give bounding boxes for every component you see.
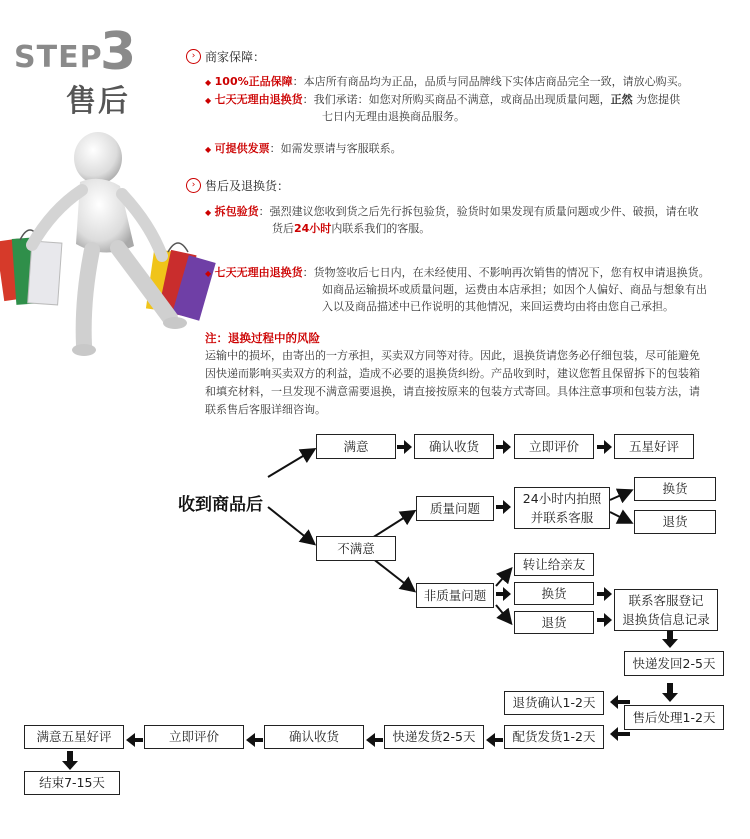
- flow-satisfied: 满意: [316, 434, 396, 459]
- returns-text: 货后: [272, 222, 294, 235]
- diamond-bullet-icon: ◆: [205, 145, 212, 154]
- flow-ship-back: 快递发回2-5天: [624, 651, 724, 676]
- returns-text-continued: 如商品运输损坏或质量问题，运费由本店承担；如因个人偏好、商品与想象有出: [322, 283, 707, 296]
- returns-label: 拆包验货: [214, 205, 259, 218]
- flow-start-label: 收到商品后: [178, 495, 263, 515]
- chevron-circle-icon: ›: [186, 49, 201, 64]
- flow-photo-line: 并联系客服: [530, 510, 594, 525]
- flow-refund-confirm: 退货确认1-2天: [504, 691, 604, 715]
- flow-review: 立即评价: [514, 434, 594, 459]
- returns-text: ：货物签收后七日内，在未经使用、不影响再次销售的情况下，您有权申请退换货。: [302, 266, 710, 279]
- flow-register: [614, 589, 718, 631]
- flow-non-quality-issue: 非质量问题: [416, 583, 494, 608]
- returns-text: 内联系我们的客服。: [331, 222, 431, 235]
- guarantee-item: [205, 73, 745, 92]
- guarantee-text: ：我们承诺：如您对所购买商品不满意，或商品出现质量问题，: [302, 93, 611, 106]
- risk-note-line: 因快递而影响买卖双方的利益，造成不必要的退换货纠纷。产品收到时，建议您暂且保留拆下的包装箱: [205, 367, 700, 380]
- flow-quality-issue: 质量问题: [416, 496, 494, 521]
- guarantee-item: [205, 140, 402, 159]
- returns-label: 七天无理由退换货: [214, 266, 303, 279]
- guarantee-text: ：如需发票请与客服联系。: [269, 142, 402, 155]
- flow-ship-out: 快递发货2-5天: [384, 725, 484, 749]
- guarantee-text-bold: 正然: [610, 93, 633, 106]
- returns-text-continued: 入以及商品描述中已作说明的其他情况，来回运费均由将由您自己承担。: [322, 300, 674, 313]
- risk-note-line: 运输中的损坏，由寄出的一方承担，买卖双方同等对待。因此，退换货请您务必仔细包装，尽可能避免: [205, 349, 700, 362]
- risk-note-heading: 注：退换过程中的风险: [205, 331, 320, 345]
- returns-text-continued: [272, 220, 430, 238]
- guarantee-text: ：本店所有商品均为正品，品质与同品牌线下实体店商品完全一致，请放心购买。: [292, 75, 689, 88]
- chevron-circle-icon: ›: [186, 178, 201, 193]
- diamond-bullet-icon: ◆: [205, 208, 212, 217]
- shopper-figure-illustration: [0, 120, 230, 370]
- flow-exchange: 换货: [634, 477, 716, 501]
- guarantee-item: [205, 91, 745, 110]
- flow-five-star-final: 满意五星好评: [24, 725, 124, 749]
- returns-heading: 售后及退换货：: [205, 179, 290, 193]
- flow-five-star: 五星好评: [614, 434, 694, 459]
- diamond-bullet-icon: ◆: [205, 96, 212, 105]
- returns-text: ：强烈建议您收到货之后先行拆包验货，验货时如果发现有质量问题或少件、破损，请在收: [258, 205, 699, 218]
- flow-register-line: 联系客服登记: [628, 593, 704, 608]
- flow-register-line: 退换货信息记录: [622, 612, 710, 627]
- flow-review: 立即评价: [144, 725, 244, 749]
- diamond-bullet-icon: ◆: [205, 78, 212, 87]
- flow-end: 结束7-15天: [24, 771, 120, 795]
- flow-dispatch: 配货发货1-2天: [504, 725, 604, 749]
- guarantee-text-continued: 七日内无理由退换商品服务。: [322, 110, 465, 123]
- flow-photo-line: 24小时内拍照: [522, 491, 602, 506]
- flow-unsatisfied: 不满意: [316, 536, 396, 561]
- step-number: 3: [100, 22, 137, 82]
- flow-exchange: 换货: [514, 582, 594, 605]
- risk-note-line: 和填充材料，一旦发现不满意需要退换，请直接按原来的包装方式寄回。具体注意事项和包装方法，请: [205, 385, 700, 398]
- guarantee-label: 100%正品保障: [214, 75, 293, 88]
- flow-refund: 退货: [514, 611, 594, 634]
- flow-refund: 退货: [634, 510, 716, 534]
- guarantee-label: 可提供发票: [214, 142, 270, 155]
- flow-confirm-receipt: 确认收货: [414, 434, 494, 459]
- flow-after-sale: 售后处理1-2天: [624, 705, 724, 730]
- guarantee-text: 为您提供: [632, 93, 681, 106]
- guarantee-heading: 商家保障：: [205, 50, 266, 64]
- returns-highlight: 24小时: [294, 222, 332, 235]
- risk-note-line: 联系售后客服详细咨询。: [205, 403, 326, 416]
- step-label: STEP: [14, 40, 103, 75]
- guarantee-label: 七天无理由退换货: [214, 93, 303, 106]
- diamond-bullet-icon: ◆: [205, 269, 212, 278]
- flow-confirm-receipt: 确认收货: [264, 725, 364, 749]
- flow-transfer: 转让给亲友: [514, 553, 594, 576]
- flow-photo-contact: [514, 487, 610, 529]
- page-title: 售后: [66, 84, 130, 119]
